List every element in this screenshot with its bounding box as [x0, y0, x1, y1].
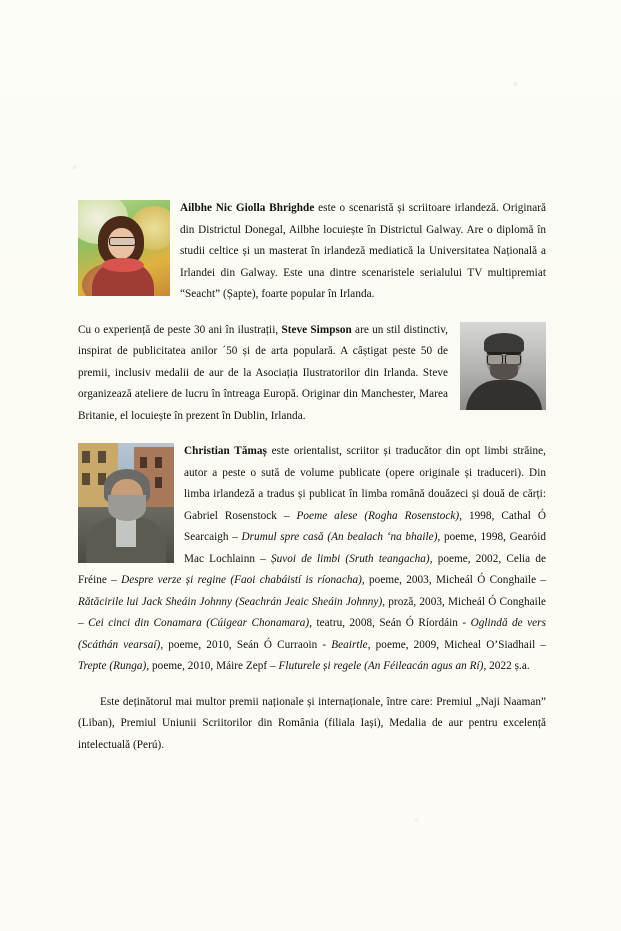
work-title-9: Trepte (Runga) [78, 660, 147, 672]
name-ailbhe: Ailbhe Nic Giolla Bhrighde [180, 202, 315, 214]
name-steve: Steve Simpson [281, 323, 352, 336]
bio-christian-mid-9: , poeme, 2010, Máire Zepf – [146, 660, 279, 672]
work-title-2: Drumul spre casă (An bealach ‘na bhaile) [241, 531, 438, 543]
name-christian: Christian Tămaș [184, 445, 267, 457]
work-title-3: Șuvoi de limbi (Sruth teangacha) [270, 552, 430, 565]
bio-christian-mid-5: , proză, 2003, Micheál Ó Conghaile – [78, 595, 546, 629]
work-title-7: Oglindă de vers (Scáthán vearsaí) [78, 617, 546, 651]
work-title-1: Poeme alese (Rogha Rosenstock) [296, 509, 460, 522]
work-title-5: Rătăcirile lui Jack Sheáin Johnny (Seachrán Jeaic Sheáin Johnny) [78, 595, 383, 608]
bio-christian-start: este orientalist, scriitor și traducător din opt limbi străine, autor a peste o sută de volume publicate (opere originale și traduceri). Din limba irlandeză a tradus și publicat în limba română douăzeci și două de cărți: Gabriel Rosenstock – [184, 445, 546, 522]
bio-ailbhe-text: este o scenaristă și scriitoare irlandeză. Originară din Districtul Donegal, Ailbhe locuiește în Districtul Galway. Are o diplomă în studii celtice și un masterat în irlandeză mediatică la Universitatea Națională a Irlandei din Galway. Este una dintre scenaristele serialului TV multipremiat “Seacht” (Șapte), foarte popular în Irlanda. [180, 202, 546, 300]
bio-christian-mid-4: , poeme, 2003, Micheál Ó Conghaile – [361, 574, 547, 586]
bio-christian-end: , 2022 ș.a. [483, 660, 530, 672]
bio-steve-pre: Cu o experiență de peste 30 ani în ilustrații, [78, 323, 282, 336]
work-title-4: Despre verze și regine (Faoi chabáistí is ríonacha) [121, 574, 362, 586]
work-title-6: Cei cinci din Conamara (Cúigear Chonamara) [88, 617, 310, 629]
paragraph-ailbhe [78, 198, 546, 306]
paragraph-awards: Este deținătorul mai multor premii naționale și internaționale, între care: Premiul „Naji Naaman” (Liban), Premiul Uniunii Scriitorilor din România (filiala Iași), Medalia de aur pentru excelență intelectuală (Perú). [78, 695, 546, 751]
bio-christian-mid-8: , poeme, 2009, Micheal O’Siadhail – [367, 638, 547, 651]
paragraph-christian [78, 441, 546, 678]
bio-christian-mid-7: , poeme, 2010, Seán Ó Curraoin - [160, 638, 332, 651]
portrait-christian-photo [78, 443, 174, 563]
bio-christian-mid-1: , 1998, Cathal Ó Searcaigh – [184, 509, 546, 543]
bio-christian-mid-2: , poeme, 1998, Gearóid Mac Lochlainn – [184, 531, 546, 565]
paragraph-steve [78, 320, 546, 428]
work-title-8: Beairtle [331, 638, 368, 651]
portrait-ailbhe-photo [78, 200, 170, 296]
portrait-steve-photo [460, 322, 546, 410]
document-content [78, 198, 546, 770]
bio-christian-mid-3: , poeme, 2002, Celia de Fréine – [78, 552, 547, 586]
bio-steve-text: are un stil distinctiv, inspirat de publicitatea anilor ´50 și de arta populară. A câștigat peste 50 de premii, inclusiv medalii de aur de la Asociația Ilustratorilor din Irlanda. Steve organizează ateliere de lucru în întreaga Europă. Originar din Manchester, Marea Britanie, el locuiește în prezent în Dublin, Irlanda. [78, 323, 448, 422]
bio-christian-mid-6: , teatru, 2008, Seán Ó Ríordáin - [309, 617, 471, 629]
work-title-10: Fluturele și regele (An Féileacán agus an Rí) [278, 660, 484, 672]
